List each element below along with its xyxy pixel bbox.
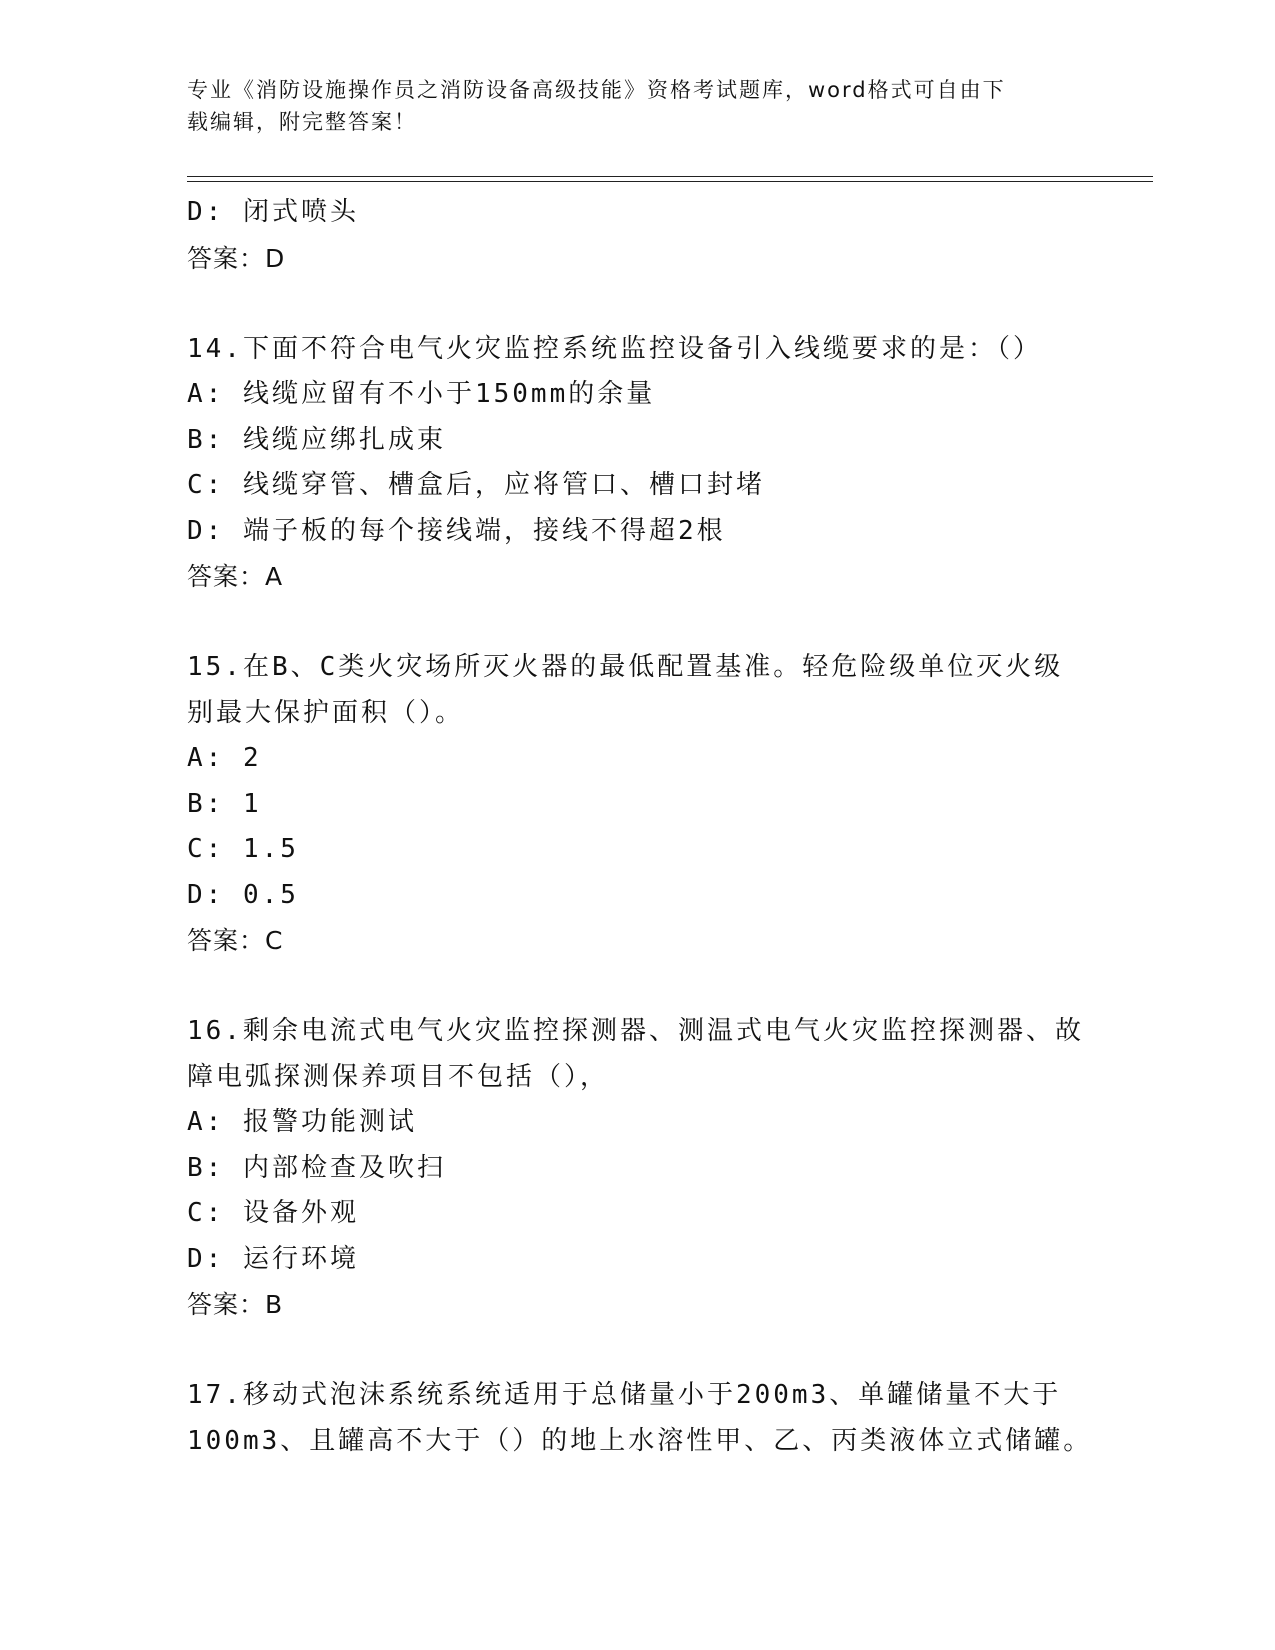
option-c: C: 线缆穿管、槽盒后，应将管口、槽口封堵 xyxy=(187,470,765,500)
answer: 答案：B xyxy=(187,1290,284,1319)
option-d: D: 端子板的每个接线端，接线不得超2根 xyxy=(187,515,726,546)
question-14 xyxy=(187,327,1087,600)
spacer xyxy=(187,600,1087,646)
question-content xyxy=(187,190,1093,1464)
option-b: B: 内部检查及吹扫 xyxy=(187,1152,446,1183)
header-line-1: 专业《消防设施操作员之消防设备高级技能》资格考试题库，word格式可自由下 xyxy=(187,78,1006,102)
option-c: C: 设备外观 xyxy=(187,1198,359,1228)
question-15 xyxy=(187,645,1087,964)
spacer xyxy=(187,281,1087,327)
question-title-line-2: 100m3、且罐高不大于（）的地上水溶性甲、乙、丙类液体立式储罐。 xyxy=(187,1425,1093,1456)
option-a: A: 报警功能测试 xyxy=(187,1107,417,1137)
header-line-2: 载编辑，附完整答案！ xyxy=(187,110,417,134)
option-d: D: 运行环境 xyxy=(187,1243,359,1274)
question-title-line-1: 15.在B、C类火灾场所灭火器的最低配置基准。轻危险级单位灭火级 xyxy=(187,652,1064,682)
question-title-line-2: 别最大保护面积（）。 xyxy=(187,697,465,728)
option-b: B: 1 xyxy=(187,788,262,819)
option-d: D: 0.5 xyxy=(187,879,299,910)
header-divider-bottom xyxy=(187,181,1153,182)
question-title-line-1: 17.移动式泡沫系统系统适用于总储量小于200m3、单罐储量不大于 xyxy=(187,1380,1062,1410)
document-header xyxy=(187,74,1067,138)
option-a: A: 线缆应留有不小于150mm的余量 xyxy=(187,379,656,409)
answer: 答案：C xyxy=(187,926,284,955)
question-16 xyxy=(187,1009,1087,1328)
option-b: B: 线缆应绑扎成束 xyxy=(187,424,446,455)
question-title-line-1: 16.剩余电流式电气火灾监控探测器、测温式电气火灾监控探测器、故 xyxy=(187,1016,1084,1046)
spacer xyxy=(187,964,1087,1010)
prev-option-d: D: 闭式喷头 xyxy=(187,197,359,227)
answer: 答案：A xyxy=(187,562,284,591)
prev-answer: 答案：D xyxy=(187,243,286,273)
header-divider-top xyxy=(187,176,1153,177)
option-a: A: 2 xyxy=(187,743,262,773)
question-title: 14.下面不符合电气火灾监控系统监控设备引入线缆要求的是：（） xyxy=(187,333,1042,364)
option-c: C: 1.5 xyxy=(187,834,299,864)
question-title-line-2: 障电弧探测保养项目不包括（）， xyxy=(187,1061,610,1092)
question-17 xyxy=(187,1373,1093,1464)
spacer xyxy=(187,1328,1087,1374)
